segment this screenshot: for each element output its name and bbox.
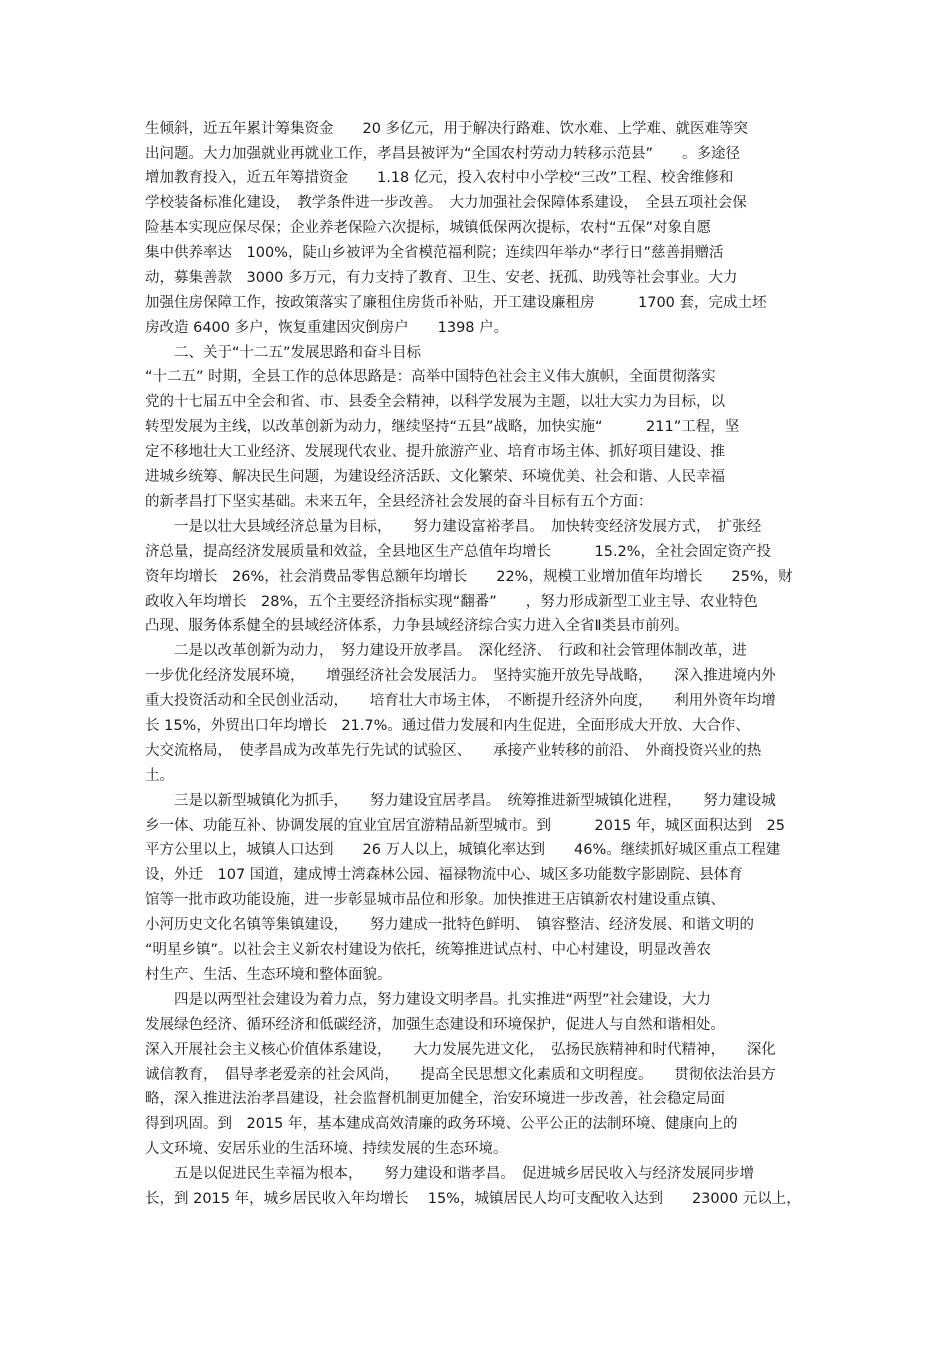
text-line: 政收入年均增长 28%，五个主要经济指标实现“翻番” ，努力形成新型工业主导、农业特色 [145,594,758,610]
text-line: 小河历史文化名镇等集镇建设， 努力建成一批特色鲜明、 镇容整洁、经济发展、和谐文明的 [145,917,754,933]
text-line: 增加教育投入，近五年筹措资金 1.18 亿元，投入农村中小学校“三改”工程、校舍维修和 [145,170,734,186]
text-line: 发展绿色经济、循环经济和低碳经济，加强生态建设和环境保护，促进人与自然和谐相处。 [145,1017,725,1033]
text-line: 三是以新型城镇化为抓手， 努力建设宜居孝昌。 统筹推进新型城镇化进程， 努力建设城 [145,793,776,809]
text-line: 诚信教育， 倡导孝老爱亲的社会风尚， 提高全民思想文化素质和文明程度。 贯彻依法治县方 [145,1067,776,1083]
text-line: 房改造 6400 多户，恢复重建因灾倒房户 1398 户。 [145,320,509,336]
text-line: “十二五” 时期，全县工作的总体思路是：高举中国特色社会主义伟大旗帜，全面贯彻落实 [145,369,716,385]
text-line: 深入开展社会主义核心价值体系建设， 大力发展先进文化， 弘扬民族精神和时代精神， 深化 [145,1042,776,1058]
text-line: 凸现、服务体系健全的县域经济体系，力争县域经济综合实力进入全省Ⅱ类县市前列。 [145,618,689,634]
text-line: 重大投资活动和全民创业活动， 培育壮大市场主体， 不断提升经济外向度， 利用外资年均增 [145,693,776,709]
text-line: 出问题。大力加强就业再就业工作，孝昌县被评为“全国农村劳动力转移示范县” 。多途径 [145,146,741,162]
text-line: 党的十七届五中全会和省、市、县委全会精神，以科学发展为主题，以壮大实力为目标，以 [145,394,725,410]
text-line: 平方公里以上，城镇人口达到 26 万人以上，城镇化率达到 46%。继续抓好城区重点工程建 [145,842,781,858]
text-line: 险基本实现应保尽保；企业养老保险六次提标，城镇低保两次提标，农村“五保”对象自愿 [145,220,712,236]
text-line: 馆等一批市政功能设施，进一步彰显城市品位和形象。加快推进王店镇新农村建设重点镇、 [145,892,725,908]
text-line: “明星乡镇”。以社会主义新农村建设为依托，统筹推进试点村、中心村建设，明显改善农 [145,942,712,958]
text-line: 大交流格局， 使孝昌成为改革先行先试的试验区、 承接产业转移的前沿、 外商投资兴业的热 [145,743,762,759]
text-line: 转型发展为主线，以改革创新为动力，继续坚持“五县”战略，加快实施“ 211”工程，坚 [145,419,740,435]
text-line: 加强住房保障工作，按政策落实了廉租住房货币补贴，开工建设廉租房 1700 套，完成土坯 [145,295,767,311]
text-line: 得到巩固。到 2015 年，基本建成高效清廉的政务环境、公平公正的法制环境、健康向上的 [145,1116,738,1132]
text-line: 村生产、生活、生态环境和整体面貌。 [145,967,392,983]
text-line: 生倾斜，近五年累计筹集资金 20 多亿元，用于解决行路难、饮水难、上学难、就医难等突 [145,121,749,137]
text-line: 乡一体、功能互补、协调发展的宜业宜居宜游精品新型城市。到 2015 年，城区面积达到 25 [145,818,785,834]
text-line: 长 15%，外贸出口年均增长 21.7%。通过借力发展和内生促进，全面形成大开放、大合作、 [145,718,750,734]
text-line: 四是以两型社会建设为着力点，努力建设文明孝昌。扎实推进“两型”社会建设，大力 [145,992,712,1008]
text-line: 的新孝昌打下坚实基础。未来五年，全县经济社会发展的奋斗目标有五个方面： [145,494,653,510]
text-line: 进城乡统筹、解决民生问题，为建设经济活跃、文化繁荣、环境优美、社会和谐、人民幸福 [145,469,725,485]
text-line: 土。 [145,768,174,784]
text-line: 集中供养率达 100%，陡山乡被评为全省模范福利院；连续四年举办“孝行日”慈善捐赠活 [145,245,724,261]
text-line: 一是以壮大县域经济总量为目标， 努力建设富裕孝昌。 加快转变经济发展方式， 扩张经 [145,519,762,535]
text-line: 二是以改革创新为动力， 努力建设开放孝昌。 深化经济、 行政和社会管理体制改革，进 [145,643,747,659]
text-line: 略，深入推进法治孝昌建设，社会监督机制更加健全，治安环境进一步改善，社会稳定局面 [145,1091,725,1107]
text-line: 动，募集善款 3000 多万元，有力支持了教育、卫生、安老、抚孤、助残等社会事业。大力 [145,270,738,286]
text-line: 五是以促进民生幸福为根本， 努力建设和谐孝昌。 促进城乡居民收入与经济发展同步增 [145,1166,754,1182]
text-line: 定不移地壮大工业经济、发展现代农业、提升旅游产业、培育市场主体、抓好项目建设、推 [145,444,725,460]
text-line: 设，外迁 107 国道，建成博士湾森林公园、福禄物流中心、城区多功能数字影剧院、县体育 [145,867,743,883]
text-line: 长，到 2015 年，城乡居民收入年均增长 15%，城镇居民人均可支配收入达到 23000 元以上， [145,1191,801,1207]
text-line: 人文环境、安居乐业的生活环境、持续发展的生态环境。 [145,1141,508,1157]
text-line: 一步优化经济发展环境， 增强经济社会发展活力。 坚持实施开放先导战略， 深入推进境内外 [145,668,776,684]
text-line: 济总量，提高经济发展质量和效益，全县地区生产总值年均增长 15.2%，全社会固定资产投 [145,544,772,560]
section-heading: 二、关于“十二五”发展思路和奋斗目标 [145,345,422,361]
text-line: 学校装备标准化建设， 教学条件进一步改善。 大力加强社会保障体系建设， 全县五项社会保 [145,195,747,211]
text-line: 资年均增长 26%，社会消费品零售总额年均增长 22%，规模工业增加值年均增长 25%，财 [145,569,793,585]
